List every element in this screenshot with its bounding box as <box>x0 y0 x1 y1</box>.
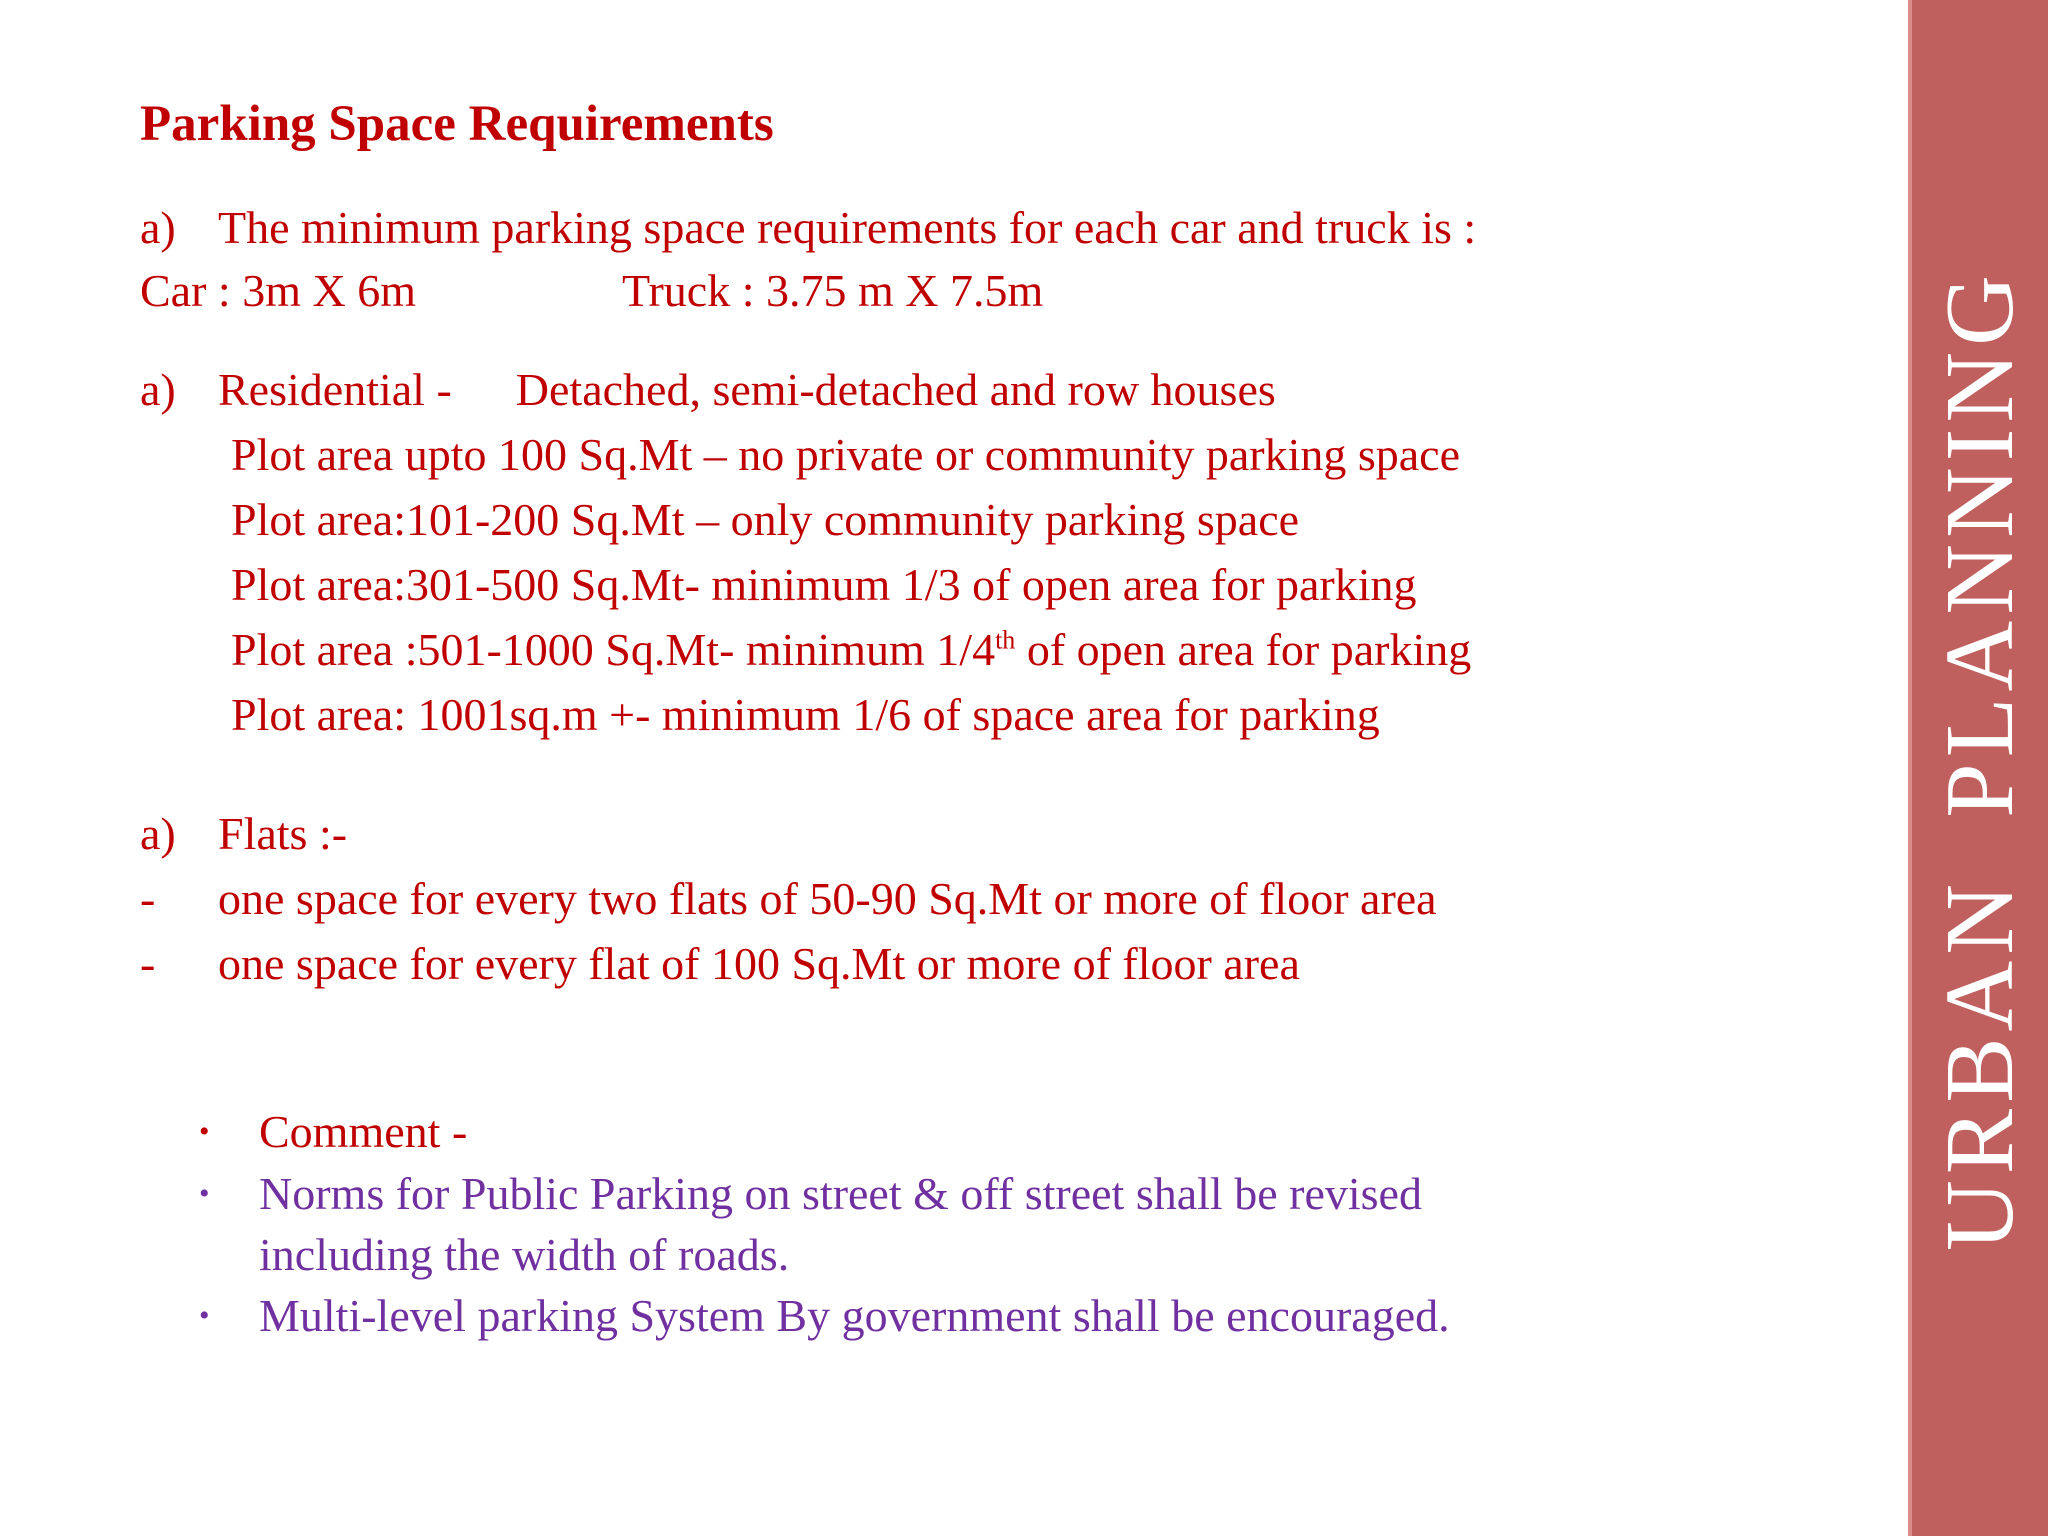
list-item: Plot area:101-200 Sq.Mt – only community parking space <box>231 494 1300 545</box>
vehicle-requirements-text: The minimum parking space requirements for each car and truck is : <box>218 202 1477 253</box>
side-title <box>1926 269 2034 1251</box>
bullet-icon: • <box>199 1115 210 1148</box>
comment-text: including the width of roads. <box>259 1229 790 1280</box>
list-item-text: Plot area :501-1000 Sq.Mt- minimum 1/4 <box>231 624 996 675</box>
list-item: Plot area: 1001sq.m +- minimum 1/6 of space area for parking <box>231 689 1380 740</box>
side-title-word-planning: PLANNING <box>1926 269 2034 818</box>
list-item-text: one space for every flat of 100 Sq.Mt or more of floor area <box>218 938 1300 989</box>
vehicle-sizes-line <box>140 262 1043 320</box>
residential-desc: Detached, semi-detached and row houses <box>515 364 1276 415</box>
comment-text: Norms for Public Parking on street & off street shall be revised <box>259 1168 1422 1219</box>
list-item <box>140 935 1300 993</box>
ordinal-suffix: th <box>995 625 1016 655</box>
list-item-text: of open area for parking <box>1015 624 1472 675</box>
car-size: Car : 3m X 6m <box>140 265 416 316</box>
truck-size: Truck : 3.75 m X 7.5m <box>621 265 1044 316</box>
list-marker: a) <box>140 202 176 253</box>
list-item-text: one space for every two flats of 50-90 Sq.Mt or more of floor area <box>218 873 1437 924</box>
flats-heading <box>140 805 347 863</box>
dash-marker: - <box>140 938 156 989</box>
bullet-icon: • <box>199 1299 210 1332</box>
list-marker: a) <box>140 808 176 859</box>
comment-text: Multi-level parking System By government shall be encouraged. <box>259 1290 1450 1341</box>
flats-label: Flats :- <box>218 808 348 859</box>
vehicle-requirements-line <box>140 199 1476 257</box>
list-item <box>231 621 1471 679</box>
side-title-word-urban: URBAN <box>1926 877 2034 1251</box>
residential-heading <box>140 361 1276 419</box>
list-item <box>140 870 1437 928</box>
dash-marker: - <box>140 873 156 924</box>
list-item: Plot area upto 100 Sq.Mt – no private or community parking space <box>231 429 1460 480</box>
page-title: Parking Space Requirements <box>140 96 774 152</box>
list-marker: a) <box>140 364 176 415</box>
bullet-icon: • <box>199 1177 210 1210</box>
comment-heading-text: Comment - <box>259 1106 468 1157</box>
residential-label: Residential - <box>218 364 452 415</box>
list-item: Plot area:301-500 Sq.Mt- minimum 1/3 of open area for parking <box>231 559 1417 610</box>
